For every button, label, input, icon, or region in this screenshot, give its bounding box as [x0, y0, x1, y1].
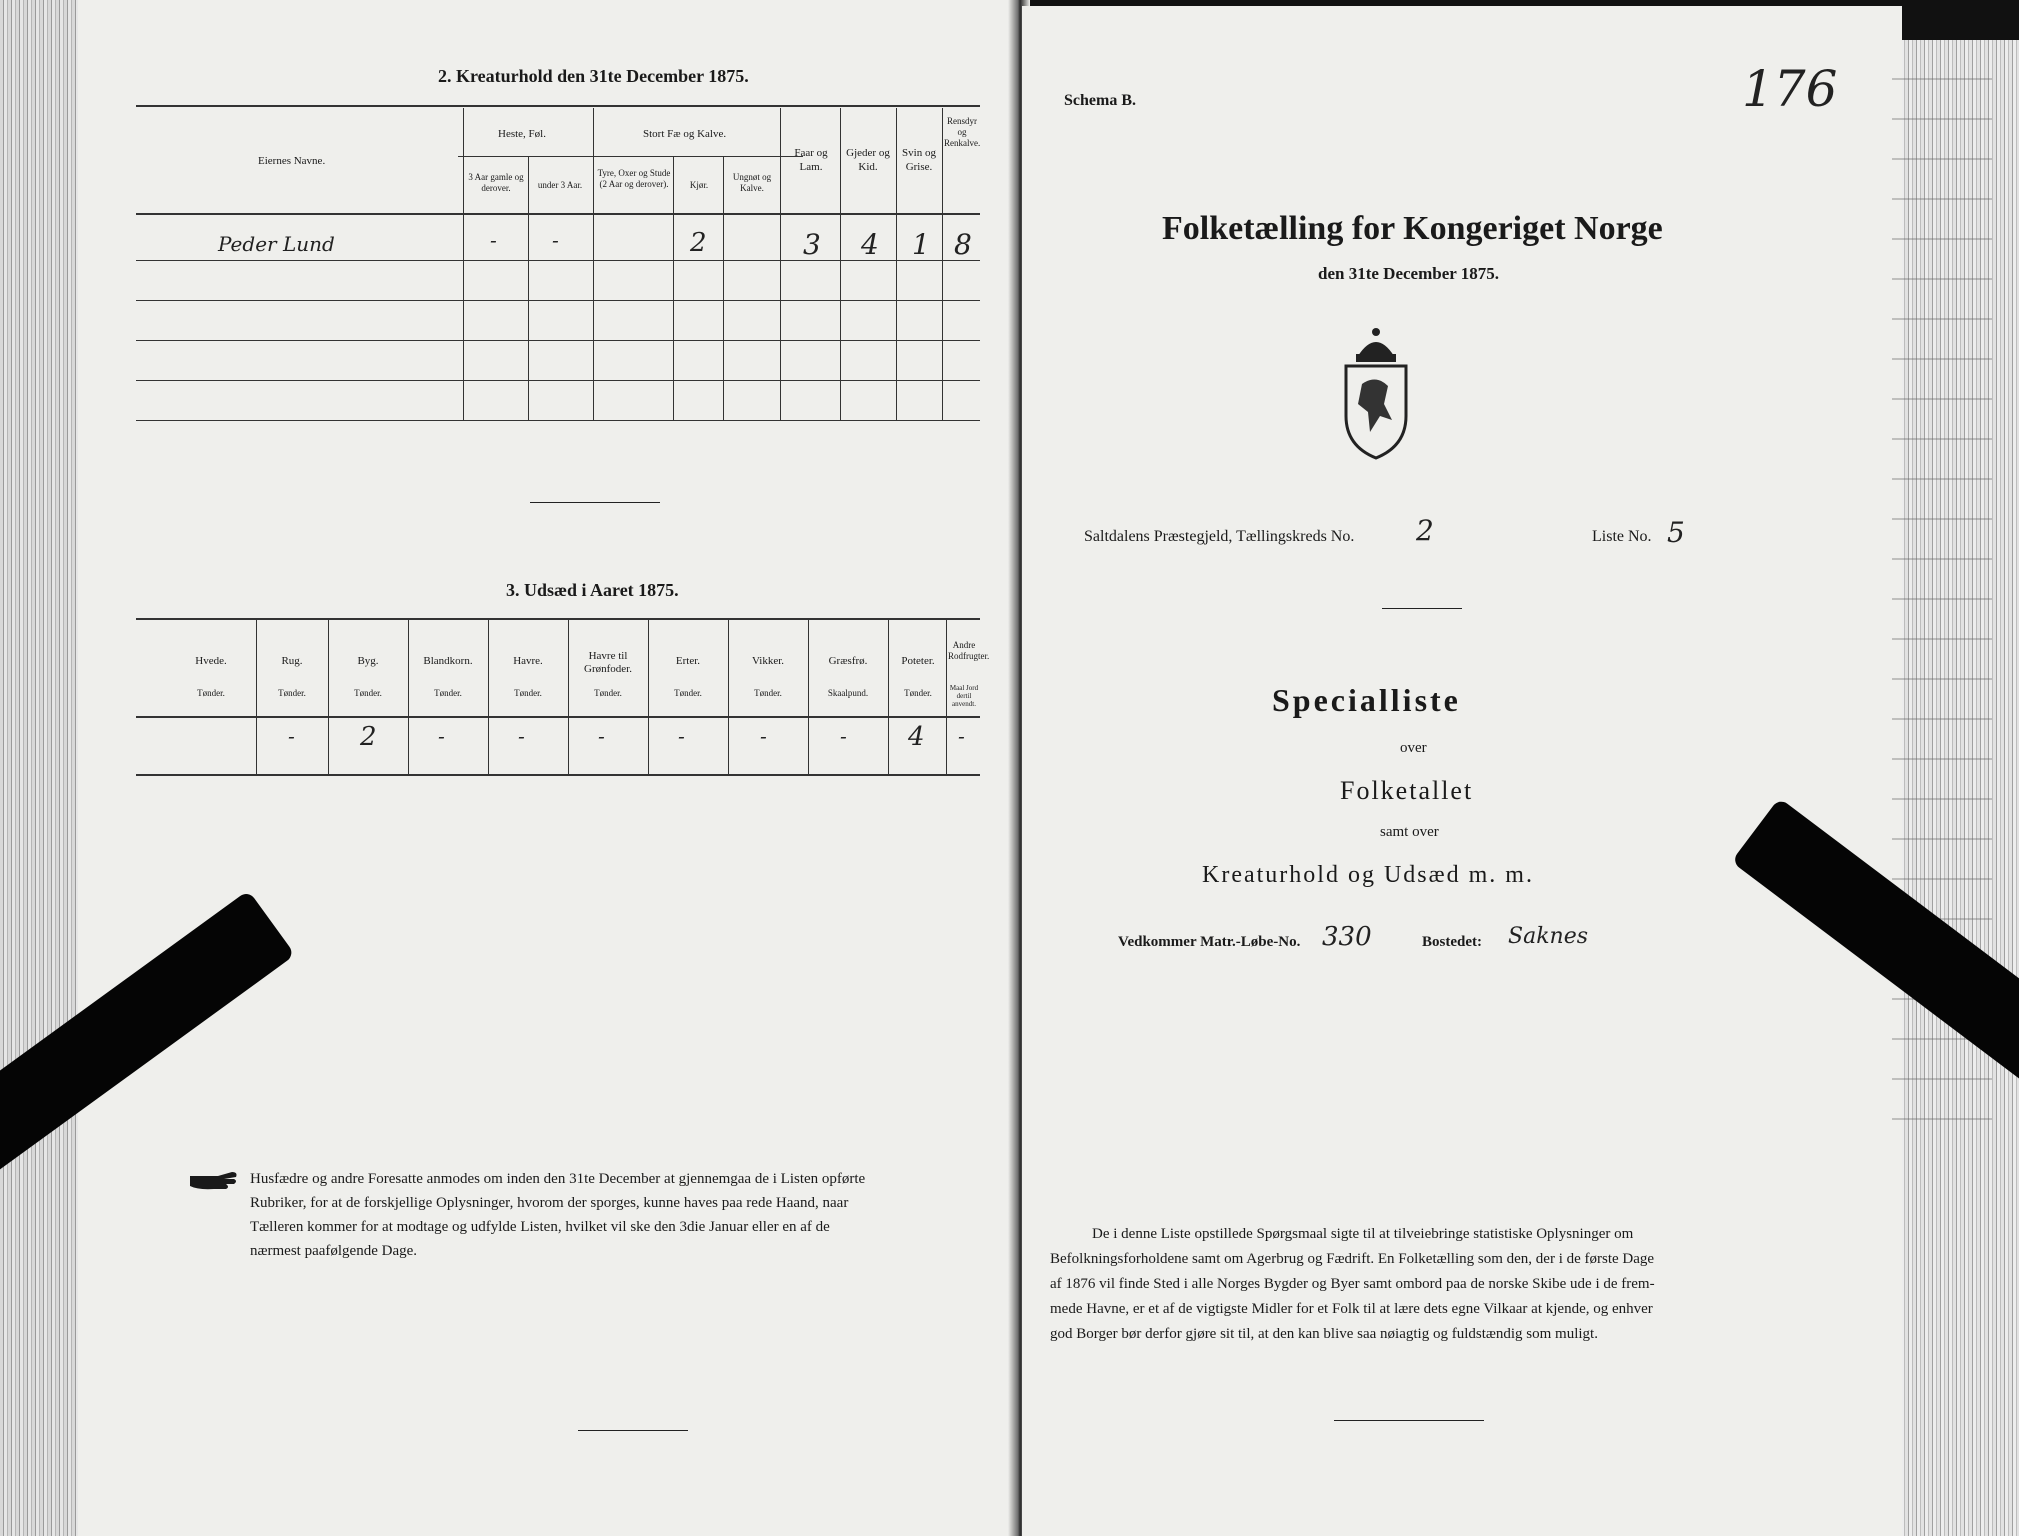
notice-line-4: nærmest paafølgende Dage. [250, 1243, 418, 1259]
norway-coat-of-arms-icon [1340, 324, 1412, 460]
liste-number: 5 [1667, 516, 1685, 549]
udsaed-col-6: Erter. [675, 655, 701, 667]
col-sheep: Faar og Lam. [794, 147, 828, 173]
udsaed-unit-2: Tønder. [354, 688, 382, 698]
over-1: over [1400, 740, 1427, 756]
udsaed-col-0: Hvede. [195, 655, 227, 667]
udsaed-col-1: Rug. [281, 655, 303, 667]
col-horse-adult: 3 Aar gamle og derover. [468, 172, 524, 193]
udsaed-col-10: Andre Rodfrugter. [948, 640, 990, 661]
udsaed-val-blandkorn: - [438, 724, 445, 748]
spec-title: Specialliste [1272, 682, 1461, 718]
schema-label: Schema B. [1064, 92, 1136, 109]
udsaed-unit-7: Tønder. [754, 688, 782, 698]
udsaed-col-4: Havre. [513, 655, 543, 667]
samt-over: samt over [1380, 824, 1439, 840]
folketallet: Folketallet [1340, 776, 1474, 805]
col-horse-young: under 3 Aar. [537, 180, 583, 190]
group-cattle: Stort Fæ og Kalve. [643, 128, 727, 140]
udsaed-val-byg: 2 [360, 722, 377, 752]
udsaed-unit-3: Tønder. [434, 688, 462, 698]
district-number: 2 [1416, 514, 1434, 547]
udsaed-unit-5: Tønder. [594, 688, 622, 698]
bosted-label: Bostedet: [1422, 934, 1482, 950]
udsaed-unit-1: Tønder. [278, 688, 306, 698]
col-cows: Kjør. [689, 180, 709, 190]
row-owner-name: Peder Lund [218, 232, 335, 256]
col-goats: Gjeder og Kid. [846, 147, 890, 173]
footer-line-3: af 1876 vil finde Sted i alle Norges Bygder og Byer samt ombord paa de norske Skibe ude i de frem- [1050, 1276, 1655, 1292]
udsaed-unit-10: Maal Jord dertil anvendt. [949, 684, 979, 708]
left-page [78, 0, 1014, 1536]
udsaed-val-erter: - [678, 724, 685, 748]
page-number: 176 [1742, 60, 1838, 118]
val-horse-adult: - [490, 228, 497, 252]
udsaed-col-7: Vikker. [751, 655, 785, 667]
bosted-value: Saknes [1508, 924, 1588, 949]
owner-header: Eiernes Navne. [258, 155, 326, 167]
val-sheep: 3 [803, 228, 821, 261]
col-bulls: Tyre, Oxer og Stude (2 Aar og derover). [597, 168, 671, 189]
udsaed-val-havre: - [518, 724, 525, 748]
district-prefix: Saltdalens Præstegjeld, Tællingskreds No. [1084, 528, 1355, 545]
udsaed-unit-9: Tønder. [904, 688, 932, 698]
matr-number: 330 [1322, 922, 1372, 952]
udsaed-val-poteter: 4 [908, 722, 925, 752]
right-page [1022, 6, 1902, 1536]
col-calves: Ungnøt og Kalve. [732, 172, 772, 193]
udsaed-unit-4: Tønder. [514, 688, 542, 698]
udsaed-col-8: Græsfrø. [828, 655, 868, 667]
notice-line-2: Rubriker, for at de forskjellige Oplysninger, hvorom der sporges, kunne haves paa rede Haand, naar [250, 1195, 849, 1211]
notice-line-1: Husfædre og andre Foresatte anmodes om inden den 31te December at gjennemgaa de i Listen opførte [250, 1171, 866, 1187]
val-reindeer: 8 [954, 228, 972, 261]
matr-label: Vedkommer Matr.-Løbe-No. [1118, 934, 1301, 950]
census-date: den 31te December 1875. [1318, 264, 1499, 283]
udsaed-col-3: Blandkorn. [423, 655, 473, 667]
footer-line-5: god Borger bør derfor gjøre sit til, at den kan blive saa nøiagtig og fuldstændig som muligt. [1050, 1326, 1598, 1342]
udsaed-col-5: Havre til Grønfoder. [584, 650, 632, 675]
udsaed-val-rodfrugter: - [958, 724, 965, 748]
footer-line-4: mede Havne, er et af de vigtigste Midler for et Folk til at lære dets egne Vilkaar at kjende, og enhver [1050, 1301, 1653, 1317]
pointing-hand-icon [188, 1168, 240, 1194]
udsaed-col-9: Poteter. [901, 655, 935, 667]
col-pigs: Svin og Grise. [902, 147, 936, 173]
notice-line-3: Tælleren kommer for at modtage og udfylde Listen, hvilket vil ske den 3die Januar eller en af de [250, 1219, 830, 1235]
udsaed-unit-6: Tønder. [674, 688, 702, 698]
udsaed-val-groenfoder: - [598, 724, 605, 748]
footer-line-2: Befolkningsforholdene samt om Agerbrug og Fædrift. En Folketælling som den, der i de første Dage [1050, 1251, 1655, 1267]
udsaed-unit-8: Skaalpund. [827, 688, 869, 698]
val-pigs: 1 [912, 228, 930, 261]
udsaed-col-2: Byg. [357, 655, 379, 667]
section2-title: 2. Kreaturhold den 31te December 1875. [438, 66, 749, 86]
liste-label: Liste No. [1592, 528, 1652, 545]
val-horse-young: - [552, 228, 559, 252]
main-title: Folketælling for Kongeriget Norge [1162, 210, 1663, 247]
footer-line-1: De i denne Liste opstillede Spørgsmaal sigte til at tilveiebringe statistiske Oplysninger om [1092, 1226, 1634, 1242]
udsaed-val-rug: - [288, 724, 295, 748]
kreaturhold: Kreaturhold og Udsæd m. m. [1202, 862, 1534, 888]
udsaed-val-graesfroe: - [840, 724, 847, 748]
group-horse: Heste, Føl. [498, 128, 546, 140]
udsaed-val-vikker: - [760, 724, 767, 748]
val-cows: 2 [690, 228, 707, 258]
val-goats: 4 [861, 228, 879, 261]
section3-title: 3. Udsæd i Aaret 1875. [506, 580, 679, 600]
udsaed-unit-0: Tønder. [197, 688, 225, 698]
col-reindeer: Rensdyr og Renkalve. [944, 116, 981, 148]
